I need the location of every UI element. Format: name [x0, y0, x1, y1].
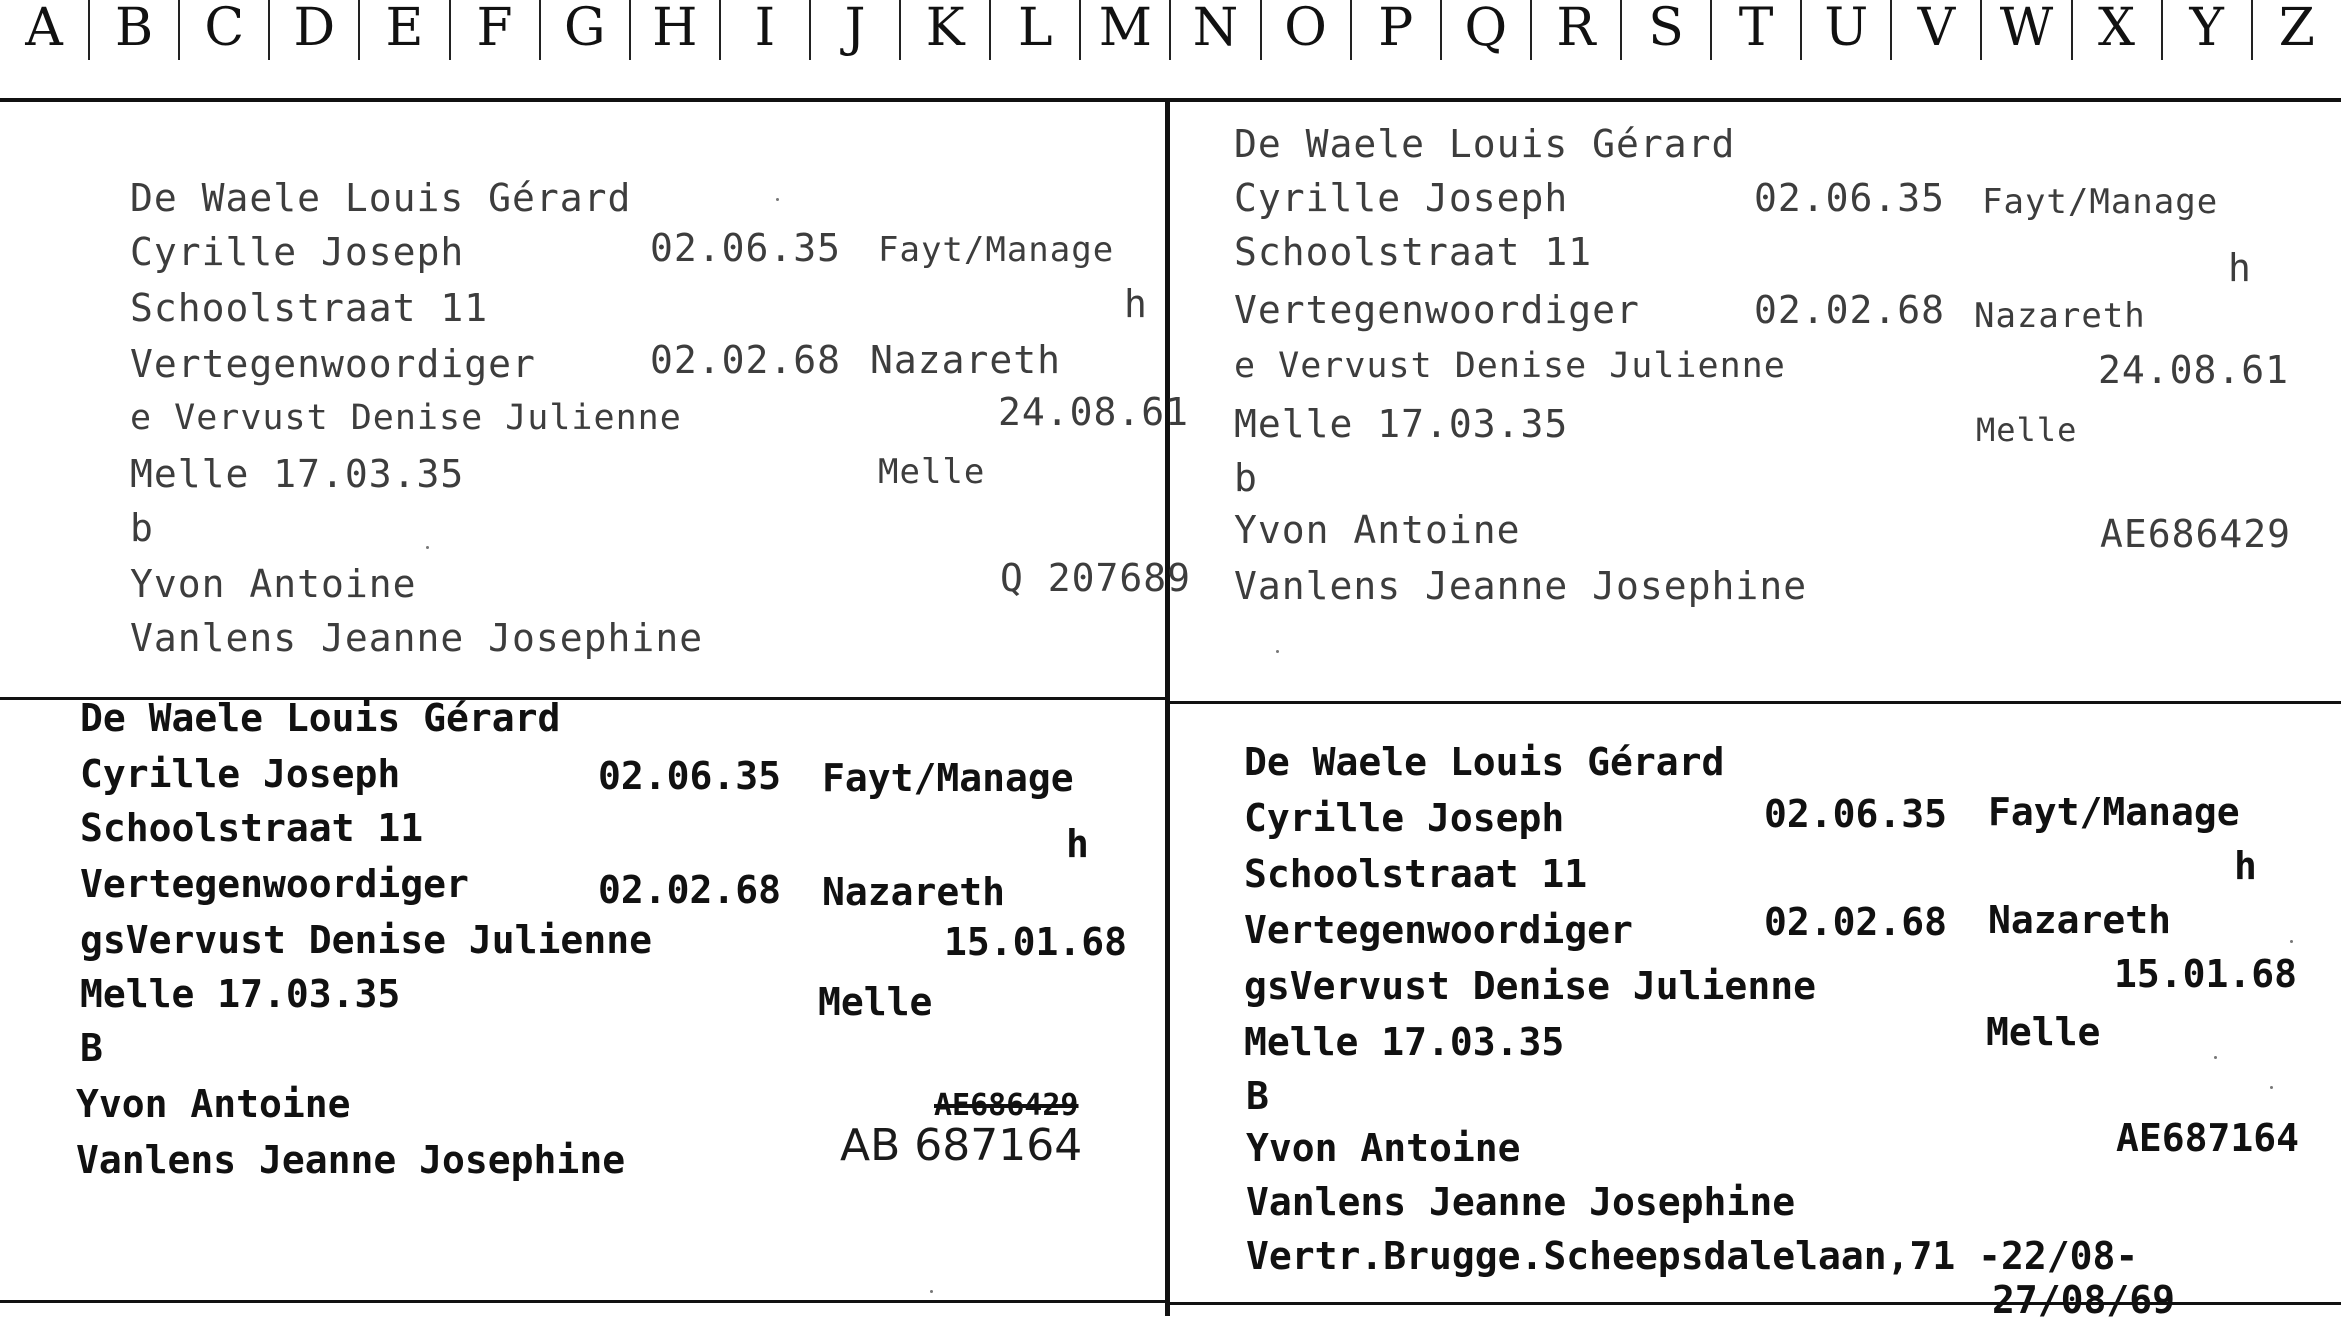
card-spouse-birthplace: Melle: [878, 452, 986, 492]
card-reg-place: Nazareth: [1988, 898, 2172, 942]
card-address: Schoolstraat 11: [1234, 230, 1593, 274]
card-mark-b: B: [1246, 1074, 1269, 1118]
scan-speck: [2290, 940, 2293, 943]
card-spouse-birthplace: Melle: [818, 980, 933, 1024]
index-letter-b: B: [90, 0, 180, 60]
index-letter-r: R: [1532, 0, 1622, 60]
card-reg-date: 02.02.68: [598, 868, 782, 912]
card-spouse: gsVervust Denise Julienne: [80, 918, 652, 962]
scan-speck: [776, 198, 779, 201]
card-profession: Vertegenwoordiger: [1234, 288, 1640, 332]
card-mark-b: b: [1234, 456, 1258, 500]
card-mark-b: b: [130, 506, 154, 550]
index-letter-v: V: [1892, 0, 1982, 60]
card-id-number: AE686429: [2100, 512, 2292, 556]
index-letter-p: P: [1352, 0, 1442, 60]
index-letter-h: H: [631, 0, 721, 60]
card-mark-b: B: [80, 1026, 103, 1070]
card-profession: Vertegenwoordiger: [130, 342, 536, 386]
index-letter-m: M: [1081, 0, 1171, 60]
index-letter-q: Q: [1442, 0, 1532, 60]
card-bottom-right: [1170, 704, 2341, 1322]
card-mother: Vanlens Jeanne Josephine: [130, 616, 704, 660]
card-top-right: [1170, 100, 2341, 701]
card-id-number: Q 207689: [1000, 556, 1192, 600]
scan-speck: [426, 546, 429, 549]
card-spouse: e Vervust Denise Julienne: [130, 398, 682, 438]
index-letter-y: Y: [2163, 0, 2253, 60]
card-spouse-place-date: Melle 17.03.35: [1234, 402, 1569, 446]
card-birth-place: Fayt/Manage: [1982, 182, 2219, 222]
card-birth-date: 02.06.35: [598, 754, 782, 798]
scan-speck: [2270, 1086, 2273, 1089]
card-spouse-place-date: Melle 17.03.35: [1244, 1020, 1565, 1064]
card-mark-h: h: [2234, 844, 2257, 888]
card-reg-date: 02.02.68: [1764, 900, 1948, 944]
card-profession: Vertegenwoordiger: [1244, 908, 1633, 952]
bottom-left-edge: [0, 1300, 1166, 1303]
index-letter-u: U: [1802, 0, 1892, 60]
card-marriage-date: 24.08.61: [2098, 348, 2290, 392]
card-father: Yvon Antoine: [1246, 1126, 1521, 1170]
card-spouse: gsVervust Denise Julienne: [1244, 964, 1816, 1008]
card-reg-place: Nazareth: [1974, 296, 2146, 336]
card-spouse: e Vervust Denise Julienne: [1234, 346, 1786, 386]
card-id-number: AB 687164: [840, 1120, 1083, 1171]
index-letter-e: E: [360, 0, 450, 60]
card-reg-date: 02.02.68: [650, 338, 842, 382]
card-note-date: 27/08/69: [1992, 1278, 2176, 1322]
index-letter-f: F: [451, 0, 541, 60]
card-address: Schoolstraat 11: [80, 806, 424, 850]
index-letter-o: O: [1262, 0, 1352, 60]
index-letter-i: I: [721, 0, 811, 60]
card-first-names: Cyrille Joseph: [1234, 176, 1569, 220]
card-birth-date: 02.06.35: [1764, 792, 1948, 836]
card-bottom-left: [0, 696, 1165, 1300]
index-letter-g: G: [541, 0, 631, 60]
card-mother: Vanlens Jeanne Josephine: [1234, 564, 1808, 608]
card-id-number: AE687164: [2116, 1116, 2300, 1160]
index-letter-j: J: [811, 0, 901, 60]
index-letter-s: S: [1622, 0, 1712, 60]
card-name: De Waele Louis Gérard: [1244, 740, 1725, 784]
card-father: Yvon Antoine: [1234, 508, 1521, 552]
card-reg-place: Nazareth: [822, 870, 1006, 914]
card-note: Vertr.Brugge.Scheepsdalelaan,71 -22/08-: [1246, 1234, 2139, 1278]
card-reg-place: Nazareth: [870, 338, 1062, 382]
card-father: Yvon Antoine: [76, 1082, 351, 1126]
card-birth-date: 02.06.35: [1754, 176, 1946, 220]
card-mark-h: h: [1124, 282, 1148, 326]
card-top-left: [0, 100, 1192, 697]
card-marriage-date: 15.01.68: [944, 920, 1128, 964]
alphabet-index: [0, 0, 2341, 62]
card-mother: Vanlens Jeanne Josephine: [76, 1138, 626, 1182]
card-address: Schoolstraat 11: [1244, 852, 1588, 896]
card-profession: Vertegenwoordiger: [80, 862, 469, 906]
card-birth-place: Fayt/Manage: [822, 756, 1074, 800]
card-marriage-date: 15.01.68: [2114, 952, 2298, 996]
card-spouse-birthplace: Melle: [1986, 1010, 2101, 1054]
card-birth-place: Fayt/Manage: [1988, 790, 2240, 834]
card-spouse-place-date: Melle 17.03.35: [130, 452, 465, 496]
index-letter-l: L: [991, 0, 1081, 60]
index-letter-x: X: [2073, 0, 2163, 60]
card-mother: Vanlens Jeanne Josephine: [1246, 1180, 1796, 1224]
card-name: De Waele Louis Gérard: [130, 176, 632, 220]
card-name: De Waele Louis Gérard: [1234, 122, 1736, 166]
scan-speck: [1276, 650, 1279, 653]
card-address: Schoolstraat 11: [130, 286, 489, 330]
index-letter-a: A: [0, 0, 90, 60]
index-letter-k: K: [901, 0, 991, 60]
index-letter-w: W: [1982, 0, 2072, 60]
card-marriage-date: 24.08.61: [998, 390, 1190, 434]
card-spouse-birthplace: Melle: [1976, 411, 2078, 449]
index-letter-c: C: [180, 0, 270, 60]
card-birth-date: 02.06.35: [650, 226, 842, 270]
scan-speck: [930, 1290, 933, 1293]
card-mark-h: h: [1066, 822, 1089, 866]
index-letter-z: Z: [2278, 0, 2315, 58]
card-mark-h: h: [2228, 246, 2252, 290]
card-first-names: Cyrille Joseph: [80, 752, 401, 796]
card-first-names: Cyrille Joseph: [1244, 796, 1565, 840]
scan-speck: [2214, 1056, 2217, 1059]
card-id-struck: AE686429: [934, 1088, 1079, 1123]
card-father: Yvon Antoine: [130, 562, 417, 606]
card-spouse-place-date: Melle 17.03.35: [80, 972, 401, 1016]
card-name: De Waele Louis Gérard: [80, 696, 561, 740]
index-letter-d: D: [270, 0, 360, 60]
card-reg-date: 02.02.68: [1754, 288, 1946, 332]
card-birth-place: Fayt/Manage: [878, 230, 1115, 270]
index-letter-t: T: [1712, 0, 1802, 60]
index-letter-n: N: [1171, 0, 1261, 60]
card-first-names: Cyrille Joseph: [130, 230, 465, 274]
